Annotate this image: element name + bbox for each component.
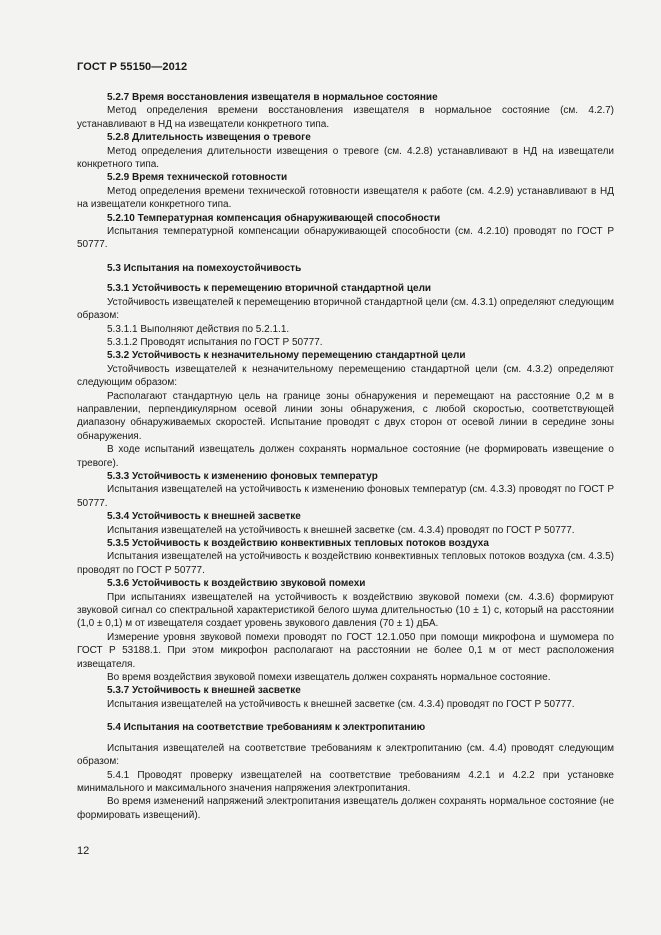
paragraph: Испытания извещателей на соответствие требованиям к электропитанию (см. 4.4) проводят следующим образом:: [77, 742, 614, 768]
heading-5-3-6: 5.3.6 Устойчивость к воздействию звуковой помехи: [107, 578, 366, 590]
paragraph: Во время изменений напряжений электропитания извещатель должен сохранять нормальное состояние (не формировать извещений).: [77, 796, 614, 821]
heading-5-3-4: 5.3.4 Устойчивость к внешней засветке: [107, 511, 301, 523]
heading-5-2-9: 5.2.9 Время технической готовности: [107, 172, 288, 184]
heading-5-3-1: 5.3.1 Устойчивость к перемещению вторичной стандартной цели: [107, 283, 432, 295]
heading-5-2-7: 5.2.7 Время восстановления извещателя в нормальное состояние: [107, 92, 438, 103]
paragraph: Устойчивость извещателей к перемещению вторичной стандартной цели (см. 4.3.1) определяют следующим образом:: [77, 296, 614, 322]
section-heading-5-4: 5.4 Испытания на соответствие требованиям к электропитанию: [107, 722, 426, 734]
paragraph: 5.4.1 Проводят проверку извещателей на соответствие требованиям 4.2.1 и 4.2.2 при установке минимального и максимального значения напряжения электропитания.: [77, 769, 614, 794]
heading-5-2-8: 5.2.8 Длительность извещения о тревоге: [107, 132, 311, 144]
paragraph: Во время воздействия звуковой помехи извещатель должен сохранять нормальное состояние.: [107, 672, 551, 684]
heading-5-3-5: 5.3.5 Устойчивость к воздействию конвективных тепловых потоков воздуха: [107, 538, 489, 549]
paragraph: Испытания температурной компенсации обнаруживающей способности (см. 4.2.10) проводят по ГОСТ Р 50777.: [77, 226, 614, 251]
paragraph: Испытания извещателей на устойчивость к изменению фоновых температур (см. 4.3.3) проводят по ГОСТ Р 50777.: [77, 484, 614, 509]
paragraph: Располагают стандартную цель на границе зоны обнаружения и перемещают на расстояние 0,2 м в направлении, перпендикулярном осевой линии зоны обнаружения, с любой скоростью, соответствующей диапазону обнаруживаемых скоростей. Испытание проводят с двух сторон от осевой линии в середине зоны обнаружения.: [77, 390, 614, 442]
paragraph: Испытания извещателей на устойчивость к внешней засветке (см. 4.3.4) проводят по ГОСТ Р 50777.: [107, 698, 575, 710]
section-heading-5-3: 5.3 Испытания на помехоустойчивость: [107, 262, 302, 274]
paragraph: При испытаниях извещателей на устойчивость к воздействию звуковой помехи (см. 4.3.6) формируют звуковой сигнал со спектральной характеристикой белого шума длительностью (10 ± 1) с, который на расстоянии (1,0 ± 0,1) м от извещателя создает уровень звукового давления (70 ± 1) дБА.: [77, 591, 614, 630]
paragraph: Устойчивость извещателей к незначительному перемещению стандартной цели (см. 4.3.2) определяют следующим образом:: [77, 363, 614, 389]
paragraph: Метод определения времени технической готовности извещателя к работе (см. 4.2.9) устанавливают в НД на извещатели конкретного типа.: [77, 185, 614, 211]
paragraph: 5.3.1.1 Выполняют действия по 5.2.1.1.: [107, 323, 290, 335]
paragraph: В ходе испытаний извещатель должен сохранять нормальное состояние (не формировать извещение о тревоге).: [77, 444, 614, 469]
heading-5-3-3: 5.3.3 Устойчивость к изменению фоновых температур: [107, 470, 378, 482]
paragraph: Измерение уровня звуковой помехи проводят по ГОСТ 12.1.050 при помощи микрофона и шумомера по ГОСТ Р 53188.1. При этом микрофон располагают на расстоянии не более 0,1 м от мест расположения извещателя.: [77, 631, 614, 670]
paragraph: Испытания извещателей на устойчивость к воздействию конвективных тепловых потоков воздуха (см. 4.3.5) проводят по ГОСТ Р 50777.: [77, 551, 614, 576]
paragraph: Метод определения длительности извещения о тревоге (см. 4.2.8) устанавливают в НД на извещатели конкретного типа.: [77, 145, 614, 171]
page-number: 12: [77, 845, 90, 857]
heading-5-3-2: 5.3.2 Устойчивость к незначительному перемещению стандартной цели: [107, 350, 466, 362]
paragraph: Испытания извещателей на устойчивость к внешней засветке (см. 4.3.4) проводят по ГОСТ Р 50777.: [107, 524, 575, 536]
paragraph: 5.3.1.2 Проводят испытания по ГОСТ Р 50777.: [107, 336, 323, 348]
document-body: [77, 91, 614, 822]
heading-5-2-10: 5.2.10 Температурная компенсация обнаруживающей способности: [107, 212, 441, 224]
heading-5-3-7: 5.3.7 Устойчивость к внешней засветке: [107, 685, 301, 697]
document-header: ГОСТ Р 55150—2012: [77, 61, 188, 73]
paragraph: Метод определения времени восстановления извещателя в нормальное состояние (см. 4.2.7) устанавливают в НД на извещатели конкретного типа.: [77, 105, 614, 130]
